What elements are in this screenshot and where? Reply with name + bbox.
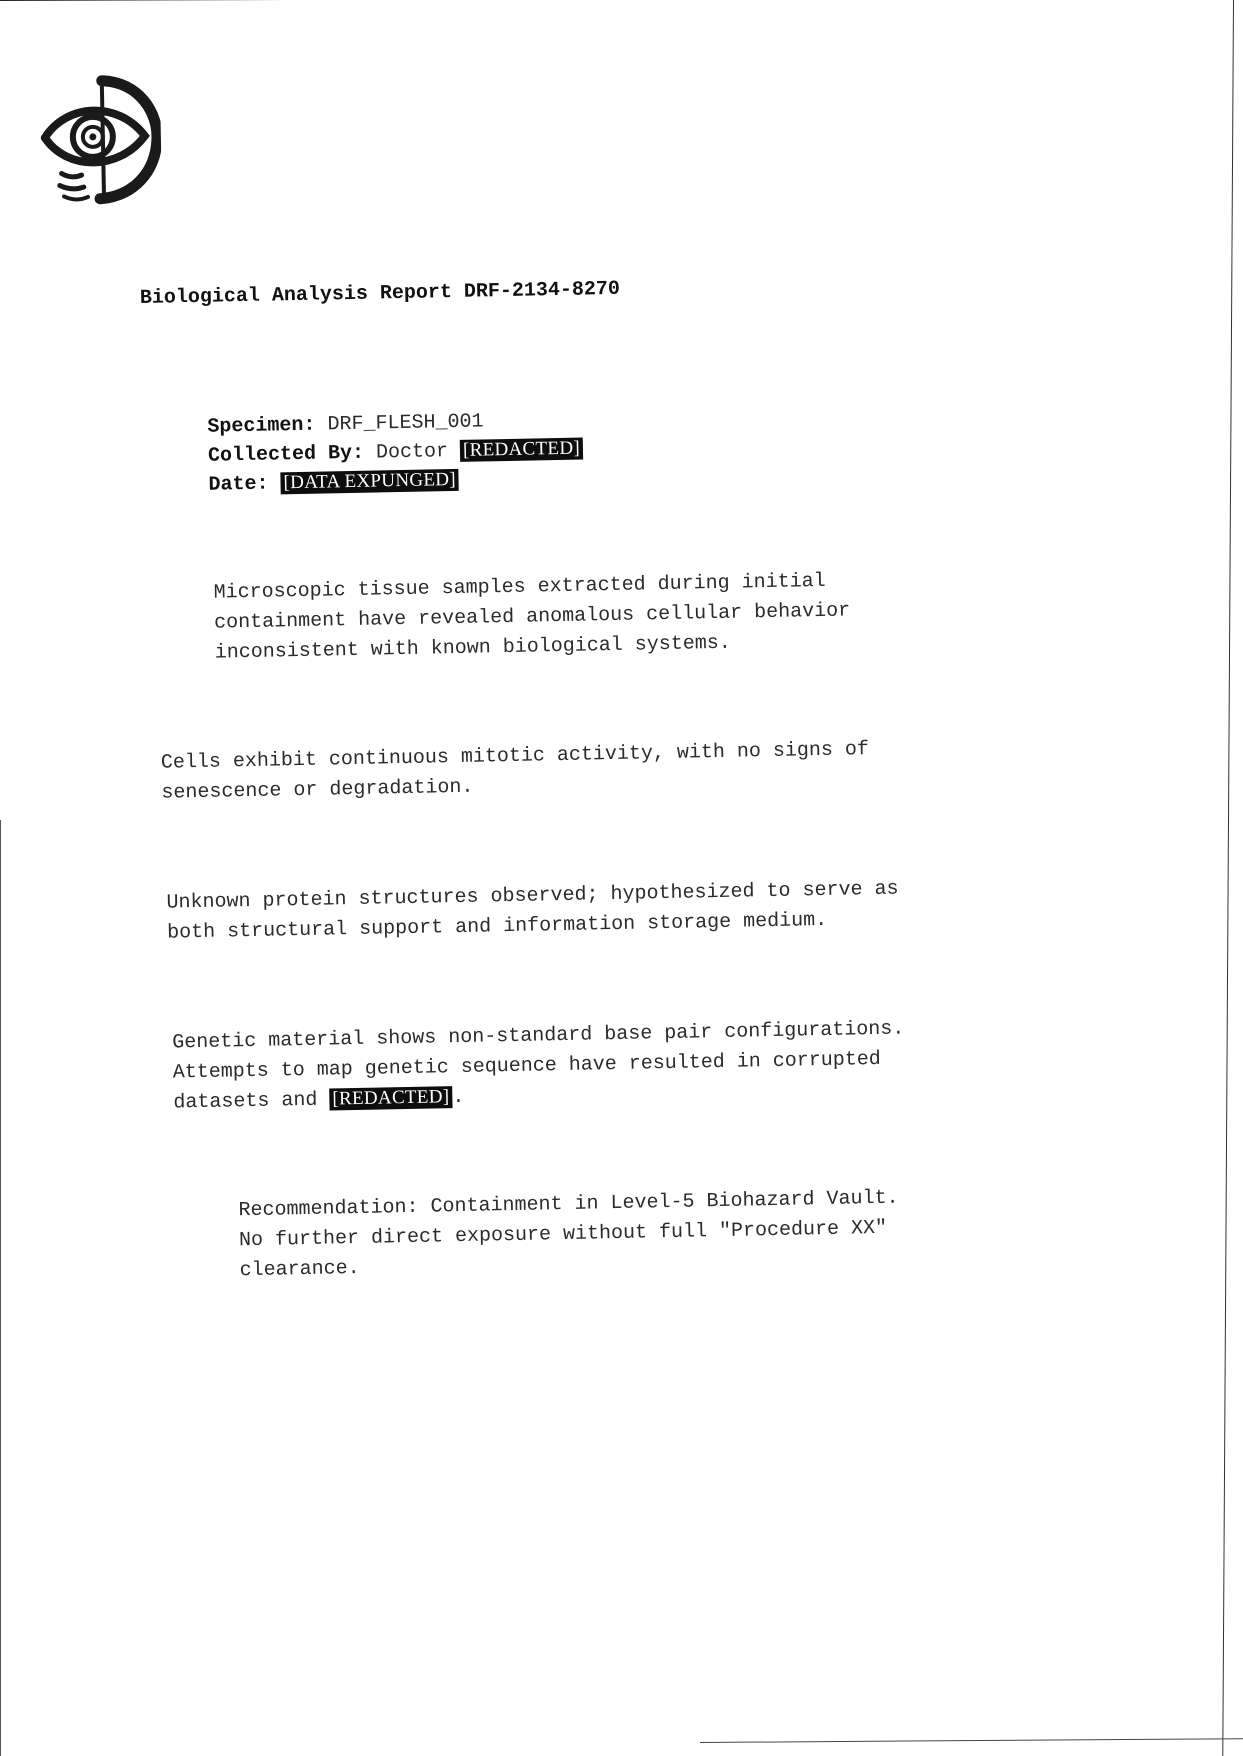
paragraph-line: Genetic material shows non-standard base pair configurations. xyxy=(172,1017,905,1055)
paragraph-line-suffix: . xyxy=(452,1085,465,1110)
paragraph-recommendation xyxy=(238,1184,900,1287)
date-row xyxy=(208,464,584,500)
paragraph-line: clearance. xyxy=(239,1256,360,1283)
genetic-redaction: [REDACTED] xyxy=(329,1086,452,1110)
date-redaction: [DATA EXPUNGED] xyxy=(280,469,459,494)
collected-by-redaction: [REDACTED] xyxy=(460,438,583,462)
collected-by-label: Collected By: xyxy=(207,441,365,468)
paragraph-tissue-samples xyxy=(213,566,851,668)
paragraph-line: senescence or degradation. xyxy=(161,775,474,805)
paragraph-line-prefix: datasets and xyxy=(173,1088,318,1115)
paragraph-line: Cells exhibit continuous mitotic activity, with no signs of xyxy=(160,738,870,775)
paragraph-line: Attempts to map genetic sequence have resulted in corrupted xyxy=(172,1047,882,1085)
paragraph-genetic-material xyxy=(172,1014,906,1118)
paragraph-line: Unknown protein structures observed; hypothesized to serve as xyxy=(166,877,899,915)
paragraph-line: containment have revealed anomalous cellular behavior xyxy=(213,599,851,635)
paragraph-mitotic-activity xyxy=(161,735,870,809)
specimen-metadata xyxy=(207,406,584,500)
date-label: Date: xyxy=(208,472,269,497)
collected-by-value: Doctor xyxy=(375,440,449,465)
paragraph-line: Microscopic tissue samples extracted during initial xyxy=(213,569,826,605)
paragraph-line: No further direct exposure without full "Procedure XX" xyxy=(238,1216,888,1253)
paragraph-line: both structural support and information storage medium. xyxy=(166,908,828,945)
eye-logo-icon xyxy=(40,74,162,206)
paragraph-line: Recommendation: Containment in Level-5 Biohazard Vault. xyxy=(238,1186,899,1223)
paragraph-line: inconsistent with known biological systems. xyxy=(214,631,732,665)
paper-edge-left xyxy=(0,820,1,1756)
specimen-value: DRF_FLESH_001 xyxy=(327,410,484,437)
paragraph-protein-structures xyxy=(166,875,899,949)
specimen-label: Specimen: xyxy=(207,413,316,439)
report-title: Biological Analysis Report DRF-2134-8270 xyxy=(139,277,621,310)
